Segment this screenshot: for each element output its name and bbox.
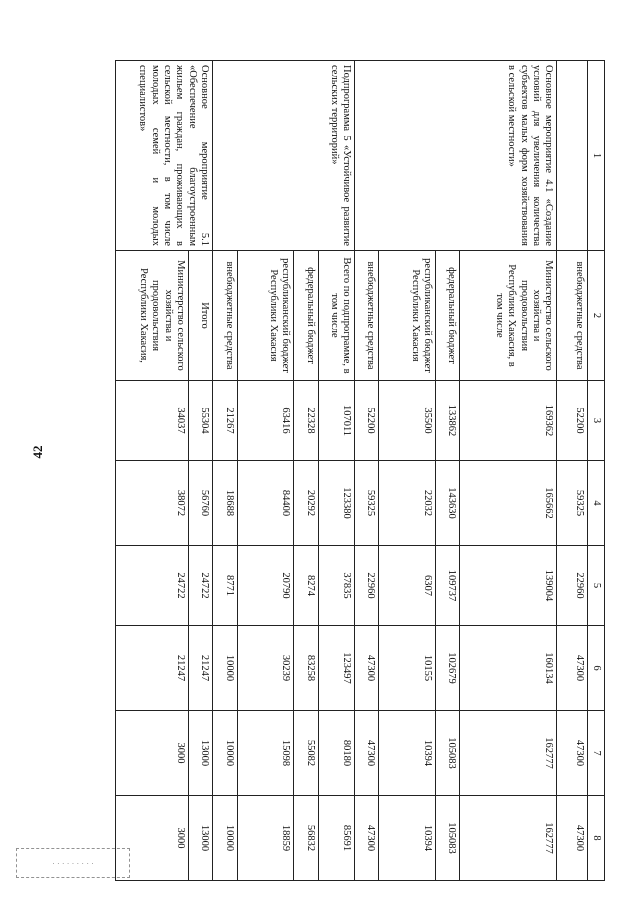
value-cell: 47300 xyxy=(354,626,378,711)
source-cell: внебюджетные средства xyxy=(213,251,237,381)
value-cell: 123380 xyxy=(318,461,354,546)
value-cell: 63416 xyxy=(237,381,294,461)
value-cell: 35500 xyxy=(379,381,436,461)
value-cell: 10155 xyxy=(379,626,436,711)
value-cell: 20790 xyxy=(237,546,294,626)
value-cell: 169362 xyxy=(460,381,557,461)
value-cell: 56832 xyxy=(294,796,318,881)
value-cell: 162777 xyxy=(460,796,557,881)
value-cell: 24722 xyxy=(116,546,189,626)
col-header: 1 xyxy=(587,61,604,251)
value-cell: 105083 xyxy=(435,796,459,881)
value-cell: 8274 xyxy=(294,546,318,626)
value-cell: 6307 xyxy=(379,546,436,626)
rotated-table-container xyxy=(115,60,605,880)
source-cell: внебюджетные средства xyxy=(354,251,378,381)
value-cell: 83258 xyxy=(294,626,318,711)
name-cell: Основное мероприятие 4.1 «Создание условий для увеличения количества субъектов малых форм хозяйствования в сельской местности» xyxy=(354,61,556,251)
value-cell: 30239 xyxy=(237,626,294,711)
name-cell xyxy=(557,61,587,251)
source-cell: федеральный бюджет xyxy=(435,251,459,381)
name-cell: Подпрограмма 5 «Устойчивое развитие сельских территорий» xyxy=(213,61,355,251)
value-cell: 47300 xyxy=(354,796,378,881)
value-cell: 21247 xyxy=(116,626,189,711)
value-cell: 10394 xyxy=(379,711,436,796)
value-cell: 18688 xyxy=(213,461,237,546)
value-cell: 13000 xyxy=(188,796,212,881)
value-cell: 160134 xyxy=(460,626,557,711)
table-row xyxy=(318,61,354,881)
value-cell: 37835 xyxy=(318,546,354,626)
value-cell: 165662 xyxy=(460,461,557,546)
stamp: · · · · · · · · · xyxy=(16,848,130,878)
value-cell: 47300 xyxy=(557,626,587,711)
col-header: 5 xyxy=(587,546,604,626)
page-number: 42 xyxy=(30,445,45,459)
value-cell: 47300 xyxy=(557,711,587,796)
value-cell: 56760 xyxy=(188,461,212,546)
value-cell: 18859 xyxy=(237,796,294,881)
value-cell: 10000 xyxy=(213,796,237,881)
value-cell: 8771 xyxy=(213,546,237,626)
source-cell: Всего по подпрограмме, в том числе xyxy=(318,251,354,381)
col-header: 3 xyxy=(587,381,604,461)
name-cell: Основное мероприятие 5.1 «Обеспечение благоустроенным жильем граждан, проживающих в сельской местности, в том числе молодых семей и молодых специалистов» xyxy=(116,61,213,251)
value-cell: 3000 xyxy=(116,711,189,796)
value-cell: 55082 xyxy=(294,711,318,796)
table-row xyxy=(460,61,557,881)
source-cell: республиканский бюджет Республики Хакасия xyxy=(237,251,294,381)
value-cell: 13000 xyxy=(188,711,212,796)
value-cell: 10000 xyxy=(213,711,237,796)
value-cell: 80180 xyxy=(318,711,354,796)
value-cell: 47300 xyxy=(557,796,587,881)
value-cell: 162777 xyxy=(460,711,557,796)
col-header: 2 xyxy=(587,251,604,381)
source-cell: федеральный бюджет xyxy=(294,251,318,381)
value-cell: 133862 xyxy=(435,381,459,461)
value-cell: 34037 xyxy=(116,381,189,461)
table-row xyxy=(557,61,587,881)
col-header: 4 xyxy=(587,461,604,546)
value-cell: 55304 xyxy=(188,381,212,461)
value-cell: 10000 xyxy=(213,626,237,711)
source-cell: Министерство сельского хозяйства и продовольствия Республики Хакасия, xyxy=(116,251,189,381)
value-cell: 59325 xyxy=(557,461,587,546)
table-row xyxy=(188,61,212,881)
budget-table xyxy=(115,60,605,881)
value-cell: 143630 xyxy=(435,461,459,546)
value-cell: 52200 xyxy=(557,381,587,461)
value-cell: 105083 xyxy=(435,711,459,796)
value-cell: 22960 xyxy=(354,546,378,626)
col-header: 6 xyxy=(587,626,604,711)
value-cell: 3000 xyxy=(116,796,189,881)
value-cell: 22032 xyxy=(379,461,436,546)
value-cell: 139004 xyxy=(460,546,557,626)
header-row xyxy=(587,61,604,881)
value-cell: 107011 xyxy=(318,381,354,461)
value-cell: 15098 xyxy=(237,711,294,796)
value-cell: 22328 xyxy=(294,381,318,461)
value-cell: 102679 xyxy=(435,626,459,711)
col-header: 8 xyxy=(587,796,604,881)
value-cell: 109737 xyxy=(435,546,459,626)
value-cell: 85691 xyxy=(318,796,354,881)
source-cell: Министерство сельского хозяйства и продовольствия Республики Хакасия, в том числе xyxy=(460,251,557,381)
value-cell: 20292 xyxy=(294,461,318,546)
source-cell: Итого xyxy=(188,251,212,381)
value-cell: 10394 xyxy=(379,796,436,881)
value-cell: 38072 xyxy=(116,461,189,546)
value-cell: 123497 xyxy=(318,626,354,711)
value-cell: 84400 xyxy=(237,461,294,546)
value-cell: 47300 xyxy=(354,711,378,796)
value-cell: 21247 xyxy=(188,626,212,711)
col-header: 7 xyxy=(587,711,604,796)
source-cell: внебюджетные средства xyxy=(557,251,587,381)
value-cell: 22960 xyxy=(557,546,587,626)
source-cell: республиканский бюджет Республики Хакасия xyxy=(379,251,436,381)
value-cell: 21267 xyxy=(213,381,237,461)
value-cell: 52200 xyxy=(354,381,378,461)
value-cell: 59325 xyxy=(354,461,378,546)
value-cell: 24722 xyxy=(188,546,212,626)
